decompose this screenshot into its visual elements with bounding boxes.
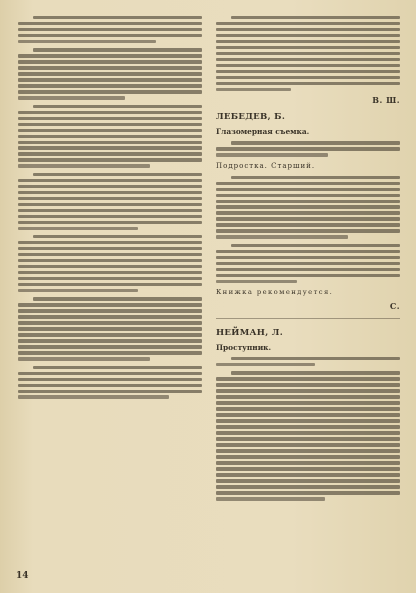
text-line-placeholder — [33, 105, 202, 108]
text-line-placeholder — [231, 371, 400, 374]
text-line-placeholder — [18, 303, 202, 306]
text-line-placeholder — [216, 268, 400, 271]
text-line-placeholder — [18, 117, 202, 120]
bibliographic-details — [216, 141, 400, 156]
text-block — [18, 297, 202, 360]
text-line-placeholder — [18, 384, 202, 387]
text-line-placeholder — [216, 473, 400, 476]
text-line-placeholder — [216, 182, 400, 185]
text-line-placeholder — [216, 425, 400, 428]
text-line-placeholder — [33, 366, 202, 369]
text-line-placeholder — [216, 217, 400, 220]
text-line-placeholder — [18, 357, 150, 360]
text-line-placeholder — [216, 389, 400, 392]
text-line-placeholder — [216, 455, 400, 458]
text-line-placeholder — [216, 153, 328, 156]
text-line-placeholder — [18, 277, 202, 280]
text-line-placeholder — [18, 289, 138, 292]
right-column — [216, 16, 400, 579]
text-line-placeholder — [18, 372, 202, 375]
text-line-placeholder — [18, 135, 202, 138]
text-line-placeholder — [18, 84, 202, 87]
text-line-placeholder — [18, 28, 202, 31]
text-line-placeholder — [216, 235, 348, 238]
text-line-placeholder — [216, 256, 400, 259]
text-line-placeholder — [18, 209, 202, 212]
text-line-placeholder — [18, 22, 202, 25]
text-line-placeholder — [216, 52, 400, 55]
text-line-placeholder — [18, 197, 202, 200]
text-line-placeholder — [216, 437, 400, 440]
text-block — [18, 16, 202, 43]
text-line-placeholder — [216, 363, 315, 366]
text-line-placeholder — [18, 164, 150, 167]
text-line-placeholder — [33, 297, 202, 300]
text-line-placeholder — [216, 188, 400, 191]
reviewer-signature-c: С. — [389, 301, 400, 312]
text-line-placeholder — [18, 265, 202, 268]
text-line-placeholder — [231, 141, 400, 144]
text-line-placeholder — [216, 200, 400, 203]
text-line-placeholder — [18, 66, 202, 69]
text-block — [216, 244, 400, 283]
text-line-placeholder — [18, 345, 202, 348]
text-line-placeholder — [216, 383, 400, 386]
text-line-placeholder — [18, 321, 202, 324]
recommendation-line: Книжка рекомендуется. — [216, 288, 334, 297]
text-line-placeholder — [216, 461, 400, 464]
text-line-placeholder — [18, 111, 202, 114]
text-line-placeholder — [18, 327, 202, 330]
divider — [216, 318, 400, 319]
text-line-placeholder — [216, 205, 400, 208]
text-line-placeholder — [18, 191, 202, 194]
text-line-placeholder — [216, 64, 400, 67]
review-author: ЛЕБЕДЕВ, Б. — [216, 112, 286, 123]
text-line-placeholder — [216, 395, 400, 398]
text-line-placeholder — [18, 203, 202, 206]
text-block — [216, 16, 400, 91]
text-line-placeholder — [216, 449, 400, 452]
text-line-placeholder — [216, 147, 400, 150]
text-line-placeholder — [216, 194, 400, 197]
text-line-placeholder — [216, 262, 400, 265]
text-block — [216, 371, 400, 500]
left-column — [18, 16, 202, 579]
text-line-placeholder — [18, 96, 125, 99]
text-line-placeholder — [216, 479, 400, 482]
text-line-placeholder — [18, 215, 202, 218]
text-line-placeholder — [231, 357, 400, 360]
text-line-placeholder — [18, 129, 202, 132]
review-title — [216, 343, 400, 352]
text-line-placeholder — [216, 485, 400, 488]
text-line-placeholder — [18, 259, 202, 262]
text-line-placeholder — [231, 244, 400, 247]
text-line-placeholder — [216, 280, 297, 283]
review-title — [216, 127, 400, 136]
text-line-placeholder — [18, 351, 202, 354]
text-line-placeholder — [18, 72, 202, 75]
text-block — [216, 176, 400, 239]
text-line-placeholder — [18, 34, 202, 37]
text-line-placeholder — [18, 179, 202, 182]
text-line-placeholder — [33, 48, 202, 51]
text-block — [18, 105, 202, 168]
text-line-placeholder — [18, 40, 156, 43]
text-line-placeholder — [18, 309, 202, 312]
text-line-placeholder — [216, 22, 400, 25]
bibliographic-details — [216, 357, 400, 366]
text-line-placeholder — [18, 152, 202, 155]
text-line-placeholder — [18, 333, 202, 336]
text-line-placeholder — [216, 250, 400, 253]
text-line-placeholder — [18, 221, 202, 224]
text-line-placeholder — [216, 497, 325, 500]
text-line-placeholder — [18, 241, 202, 244]
text-line-placeholder — [231, 16, 400, 19]
text-line-placeholder — [18, 395, 169, 398]
text-line-placeholder — [18, 146, 202, 149]
text-line-placeholder — [216, 401, 400, 404]
text-line-placeholder — [216, 419, 400, 422]
text-line-placeholder — [18, 390, 202, 393]
text-line-placeholder — [216, 40, 400, 43]
text-block — [18, 48, 202, 99]
text-line-placeholder — [216, 407, 400, 410]
text-line-placeholder — [18, 283, 202, 286]
text-line-placeholder — [18, 54, 202, 57]
text-block — [18, 173, 202, 230]
text-line-placeholder — [216, 34, 400, 37]
text-line-placeholder — [33, 16, 202, 19]
text-line-placeholder — [18, 253, 202, 256]
text-line-placeholder — [216, 377, 400, 380]
text-line-placeholder — [33, 173, 202, 176]
review-author: НЕЙМАН, Л. — [216, 328, 283, 339]
text-line-placeholder — [216, 70, 400, 73]
text-line-placeholder — [216, 82, 400, 85]
text-line-placeholder — [18, 60, 202, 63]
reviewer-signature: В. Ш. — [372, 95, 400, 106]
text-line-placeholder — [18, 247, 202, 250]
text-block — [18, 366, 202, 399]
text-line-placeholder — [18, 227, 138, 230]
text-line-placeholder — [216, 467, 400, 470]
text-line-placeholder — [216, 28, 400, 31]
text-line-placeholder — [216, 88, 291, 91]
text-line-placeholder — [216, 46, 400, 49]
page-number: 14 — [16, 571, 29, 581]
text-line-placeholder — [216, 443, 400, 446]
text-line-placeholder — [231, 176, 400, 179]
text-line-placeholder — [216, 229, 400, 232]
text-block — [18, 235, 202, 292]
text-line-placeholder — [18, 185, 202, 188]
text-line-placeholder — [216, 431, 400, 434]
review-title-text: Глазомерная съемка. — [216, 127, 310, 137]
text-line-placeholder — [18, 315, 202, 318]
text-line-placeholder — [18, 378, 202, 381]
text-line-placeholder — [18, 158, 202, 161]
text-line-placeholder — [33, 235, 202, 238]
text-line-placeholder — [216, 274, 400, 277]
text-line-placeholder — [18, 123, 202, 126]
text-line-placeholder — [18, 141, 202, 144]
text-line-placeholder — [18, 339, 202, 342]
audience-label: Подростка. Старший. — [216, 161, 316, 170]
text-line-placeholder — [18, 271, 202, 274]
text-line-placeholder — [216, 211, 400, 214]
text-line-placeholder — [216, 76, 400, 79]
text-line-placeholder — [216, 491, 400, 494]
text-line-placeholder — [216, 413, 400, 416]
text-line-placeholder — [18, 90, 202, 93]
text-line-placeholder — [216, 58, 400, 61]
text-line-placeholder — [18, 78, 202, 81]
text-line-placeholder — [216, 223, 400, 226]
review-title-text: Проступник. — [216, 343, 272, 353]
